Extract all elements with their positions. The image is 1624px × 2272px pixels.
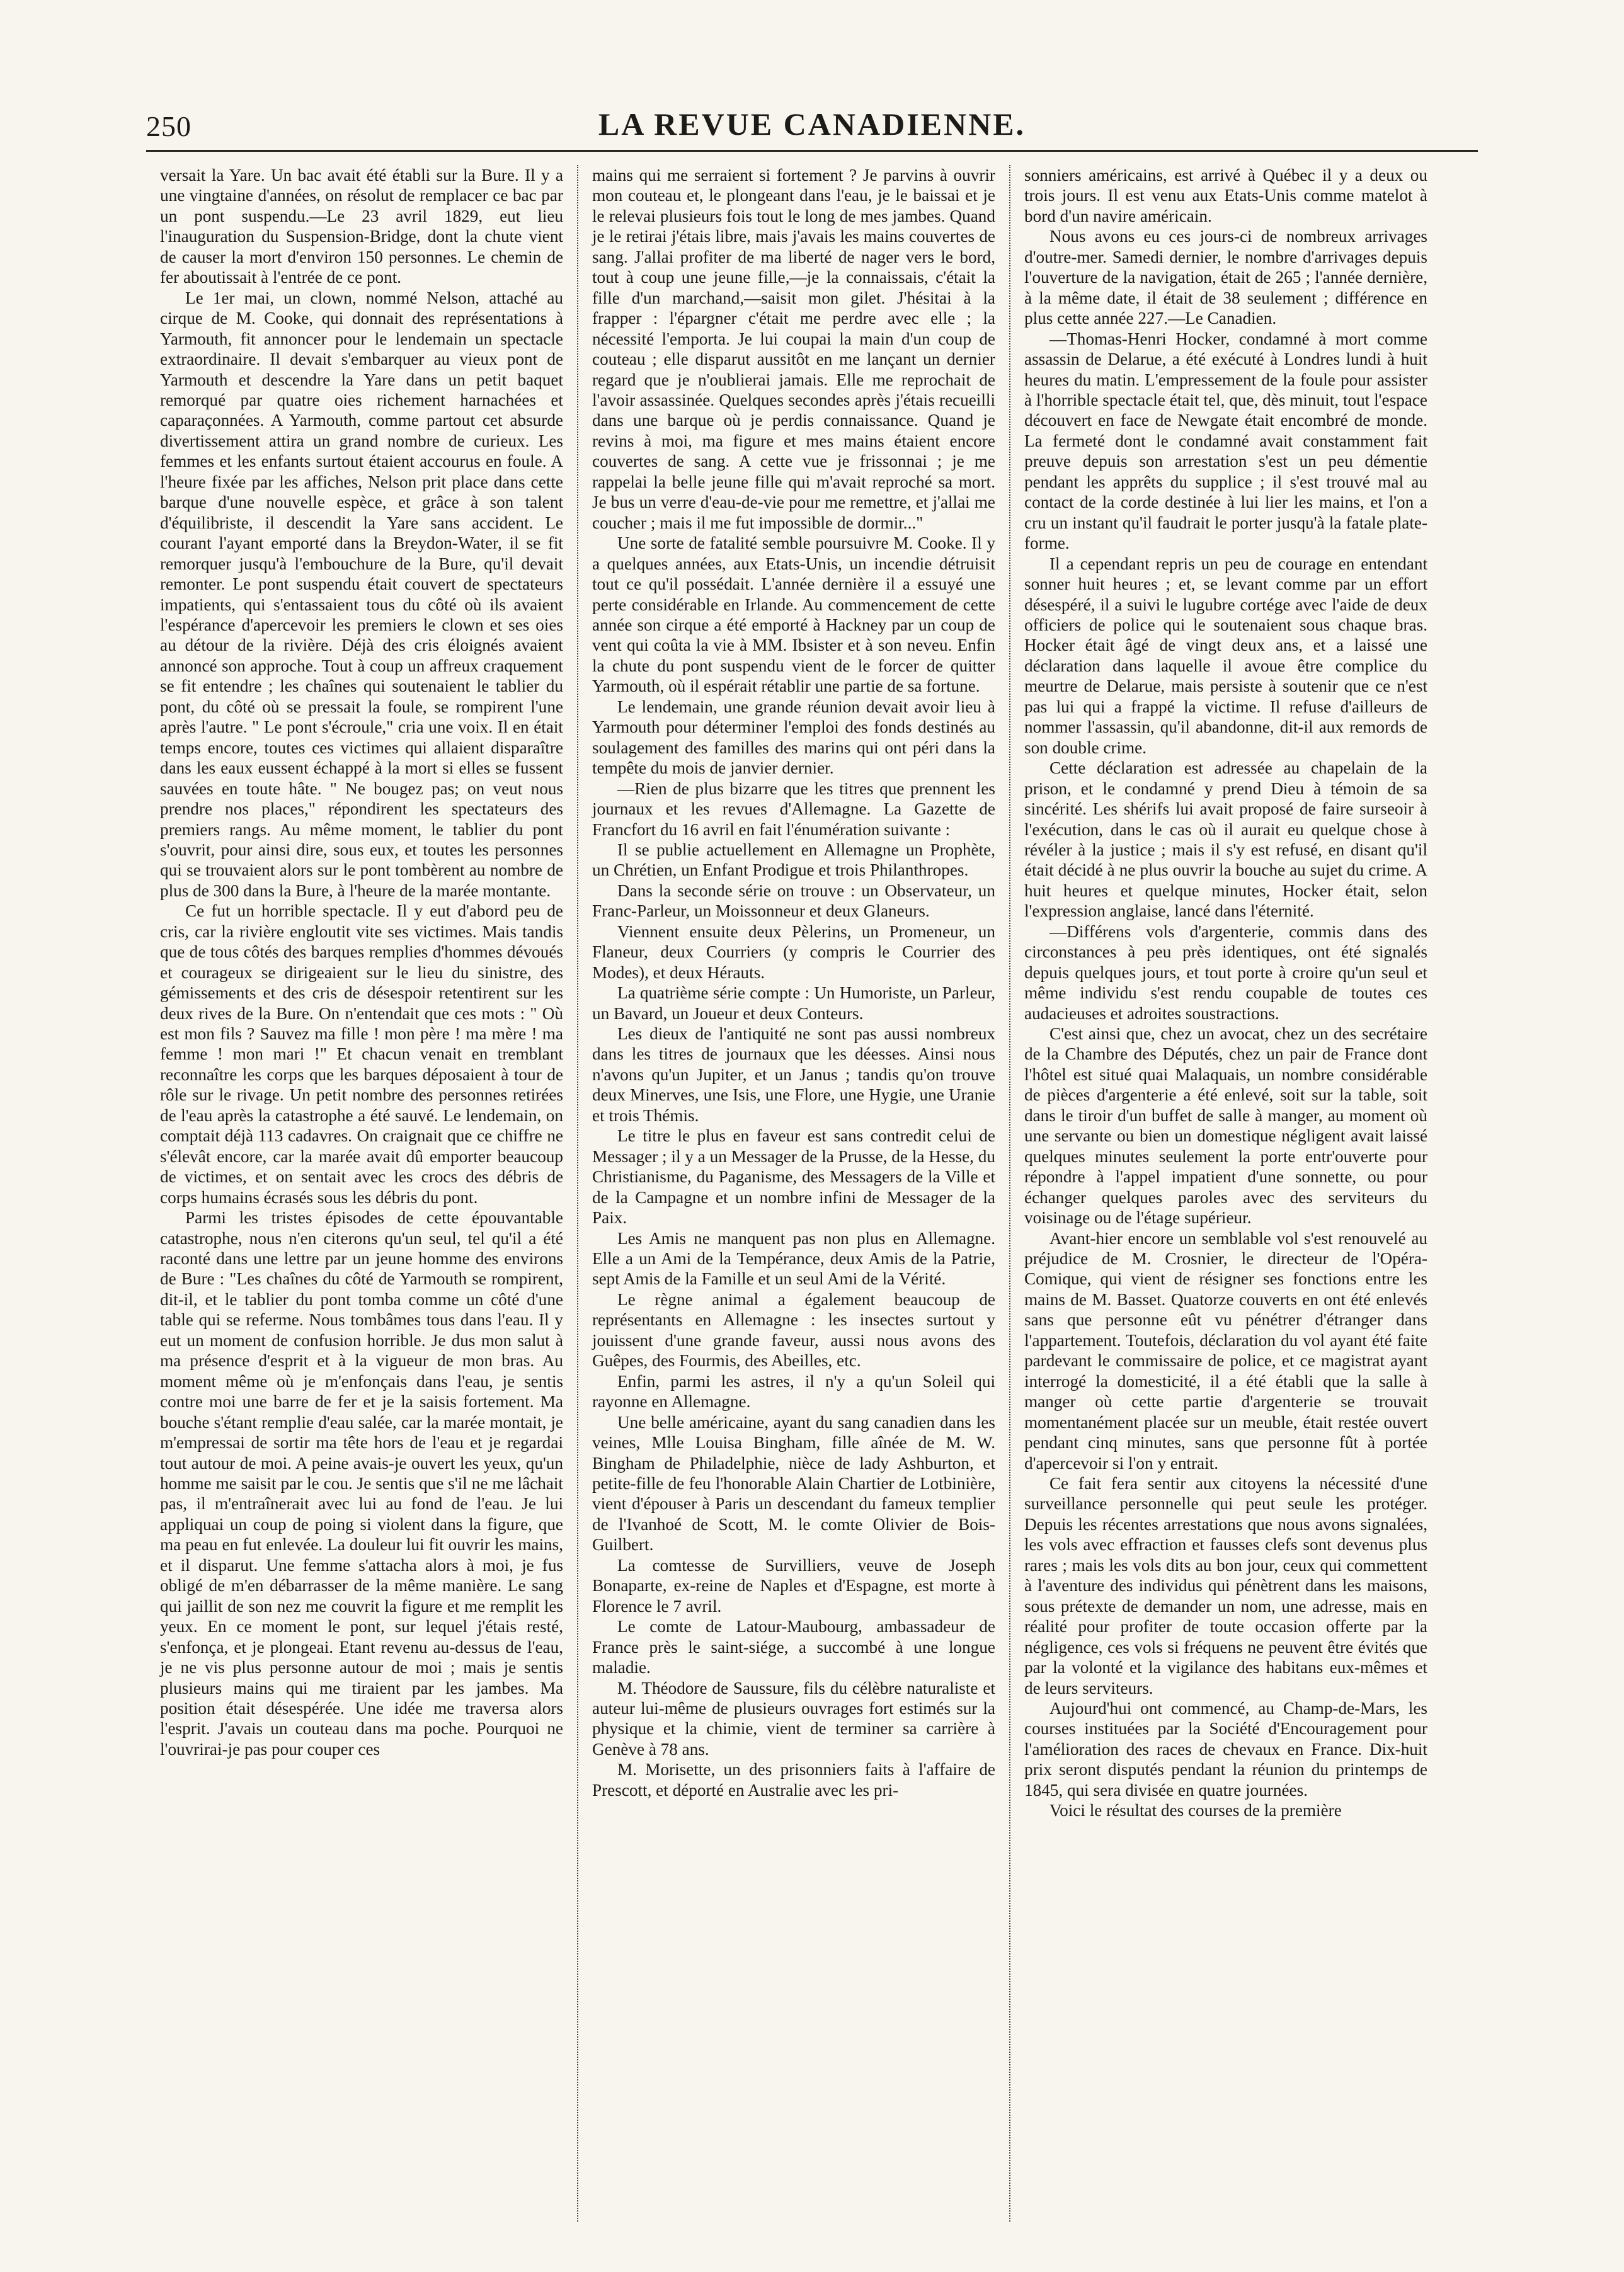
paragraph: Parmi les tristes épisodes de cette épouvantable catastrophe, nous n'en citerons qu'un seul, tel qu'il a été raconté dans une lettre par un jeune homme des environs de Bure : "Les chaînes du côté de Yarmouth se rompirent, dit-il, et le tablier du pont tomba comme un côté d'une table qui se referme. Nous tombâmes tous dans l'eau. Il y eut un moment de confusion horrible. Je dus mon salut à ma présence d'esprit et à la vigueur de mon bras. Au moment même où je m'enfonçais dans l'eau, je sentis contre moi une barre de fer et je la saisis fortement. Ma bouche s'étant remplie d'eau salée, car la marée montait, je m'empressai de sortir ma tête hors de l'eau et je regardai tout autour de moi. A peine avais-je ouvert les yeux, qu'un homme me saisit par le cou. Je sentis que s'il ne me lâchait pas, il m'entraînerait avec lui au fond de l'eau. Je lui appliquai un coup de poing si violent dans la figure, que ma peau en fut enlevée. La douleur lui fit ouvrir les mains, et il disparut. Une femme s'attacha alors à moi, je fus obligé de m'en débarrasser de la même manière. Le sang qui jaillit de son nez me couvrit la figure et me remplit les yeux. En ce moment le pont, sur lequel j'étais resté, s'enfonça, et je plongeai. Etant revenu au-dessus de l'eau, je ne vis plus personne autour de moi ; mais je sentis plusieurs mains qui me tiraient par les jambes. Ma position était désespérée. Une idée me traversa alors l'esprit. J'avais un couteau dans ma poche. Pourquoi ne l'ouvrirai-je pas pour couper ces: [160, 1208, 563, 1759]
page-number: 250: [146, 110, 192, 142]
paragraph: M. Théodore de Saussure, fils du célèbre naturaliste et auteur lui-même de plusieurs ouvrages fort estimés sur la physique et la chimie, vient de terminer sa carrière à Genève à 78 ans.: [592, 1678, 995, 1759]
paragraph: —Thomas-Henri Hocker, condamné à mort comme assassin de Delarue, a été exécuté à Londres lundi à huit heures du matin. L'empressement de la foule pour assister à l'horrible spectacle était tel, que, dès minuit, tout l'espace découvert en face de Newgate était encombré de monde. La fermeté dont le condamné avait constamment fait preuve depuis son arrestation s'est un peu démentie pendant les apprêts du supplice ; il s'est trouvé mal au contact de la corde destinée à lui lier les mains, et l'on a cru un instant qu'il faudrait le porter jusqu'à la fatale plate-forme.: [1024, 329, 1427, 553]
paragraph: Les dieux de l'antiquité ne sont pas aussi nombreux dans les titres de journaux que les déesses. Ainsi nous n'avons qu'un Jupiter, et un Janus ; tandis qu'on trouve deux Minerves, une Isis, une Flore, une Hygie, une Uranie et trois Thémis.: [592, 1024, 995, 1125]
paragraph: Il a cependant repris un peu de courage en entendant sonner huit heures ; et, se levant comme par un effort désespéré, il a suivi le lugubre cortége avec l'aide de deux officiers de police qui le soutenaient sous chaque bras. Hocker était âgé de vingt deux ans, et a laissé une déclaration dans laquelle il avoue être complice du meurtre de Delarue, mais persiste à soutenir que ce n'est pas lui qui a frappé la victime. Il refuse d'ailleurs de nommer l'assassin, qu'il abandonne, dit-il aux remords de son double crime.: [1024, 554, 1427, 757]
paragraph: mains qui me serraient si fortement ? Je parvins à ouvrir mon couteau et, le plongeant dans l'eau, je le baissai et je le relevai plusieurs fois tout le long de mes jambes. Quand je le retirai j'étais libre, mais j'avais les mains couvertes de sang. J'allai profiter de ma liberté de nager vers le bord, tout à coup une jeune fille,—je la connaissais, c'était la fille d'un marchand,—saisit mon gilet. J'hésitai à la frapper : l'épargner c'était me perdre avec elle ; la nécessité l'emporta. Je lui coupai la main d'un coup de couteau ; elle disparut aussitôt en me lançant un dernier regard que je n'oublierai jamais. Elle me reprochait de l'avoir assassinée. Quelques secondes après j'étais recueilli dans une barque où je perdis connaissance. Quand je revins à moi, ma figure et mes mains étaient encore couvertes de sang. A cette vue je frissonnai ; je me rappelai la belle jeune fille qui m'avait reproché sa mort. Je bus un verre d'eau-de-vie pour me remettre, et j'allai me coucher ; mais il me fut impossible de dormir...": [592, 166, 995, 532]
header-rule: [146, 150, 1478, 152]
paragraph: Nous avons eu ces jours-ci de nombreux arrivages d'outre-mer. Samedi dernier, le nombre d'arrivages depuis l'ouverture de la navigation, était de 265 ; l'année dernière, à la même date, il était de 38 seulement ; différence en plus cette année 227.—Le Canadien.: [1024, 227, 1427, 328]
paragraph: Le 1er mai, un clown, nommé Nelson, attaché au cirque de M. Cooke, qui donnait des représentations à Yarmouth, fit annoncer pour le lendemain un spectacle extraordinaire. Il devait s'embarquer au vieux pont de Yarmouth et descendre la Yare dans un petit baquet remorqué par quatre oies richement harnachées et caparaçonnées. A Yarmouth, comme partout cet absurde divertissement attira un grand nombre de curieux. Les femmes et les enfants surtout étaient accourus en foule. A l'heure fixée par les affiches, Nelson prit place dans cette barque d'une nouvelle espèce, et grâce à son talent d'équilibriste, il descendit la Yare sans accident. Le courant l'ayant emporté dans la Breydon-Water, il se fit remorquer jusqu'à l'embouchure de la Bure, qu'il devait remonter. Le pont suspendu était couvert de spectateurs impatients, qui s'entassaient tous du côté où ils avaient l'espérance d'apercevoir les premiers le clown et ses oies au détour de la rivière. Déjà des cris éloignés avaient annoncé son approche. Tout à coup un affreux craquement se fit entendre ; les chaînes qui soutenaient le tablier du pont, du côté où se pressait la foule, se rompirent l'une après l'autre. " Le pont s'écroule," cria une voix. Il en était temps encore, toutes ces victimes qui allaient disparaître dans les eaux eussent échappé à la mort si elles se fussent sauvées en toute hâte. " Ne bougez pas; on veut nous prendre nos places," répondirent les spectateurs des premiers rangs. Au même moment, le tablier du pont s'ouvrit, pour ainsi dire, sous eux, et toutes les personnes qui se trouvaient alors sur le pont tombèrent au nombre de plus de 300 dans la Bure, à l'heure de la marée montante.: [160, 288, 563, 900]
paragraph: Cette déclaration est adressée au chapelain de la prison, et le condamné y prend Dieu à témoin de sa sincérité. Les shérifs lui avait proposé de faire surseoir à l'exécution, dans le cas où il aurait eu quelque chose à révéler à la justice ; mais il s'y est refusé, en disant qu'il était décidé à ne plus ouvrir la bouche au sujet du crime. A huit heures et quelque minutes, Hocker était, selon l'expression anglaise, lancé dans l'éternité.: [1024, 758, 1427, 921]
column-3: [1010, 165, 1441, 2222]
paragraph: Le comte de Latour-Maubourg, ambassadeur de France près le saint-siége, a succombé à une longue maladie.: [592, 1617, 995, 1677]
paragraph: —Rien de plus bizarre que les titres que prennent les journaux et les revues d'Allemagne. La Gazette de Francfort du 16 avril en fait l'énumération suivante :: [592, 779, 995, 839]
paragraph: Il se publie actuellement en Allemagne un Prophète, un Chrétien, un Enfant Prodigue et trois Philanthropes.: [592, 840, 995, 880]
text-columns: [146, 165, 1478, 2222]
paragraph: Les Amis ne manquent pas non plus en Allemagne. Elle a un Ami de la Tempérance, deux Amis de la Patrie, sept Amis de la Famille et un seul Ami de la Vérité.: [592, 1228, 995, 1289]
paragraph: Viennent ensuite deux Pèlerins, un Promeneur, un Flaneur, deux Courriers (y compris le Courrier des Modes), et deux Hérauts.: [592, 922, 995, 982]
paragraph: versait la Yare. Un bac avait été établi sur la Bure. Il y a une vingtaine d'années, on résolut de remplacer ce bac par un pont suspendu.—Le 23 avril 1829, eut lieu l'inauguration du Suspension-Bridge, dont la chute vient de causer la mort d'environ 150 personnes. Le chemin de fer aboutissait à l'entrée de ce pont.: [160, 166, 563, 287]
paragraph: Le lendemain, une grande réunion devait avoir lieu à Yarmouth pour déterminer l'emploi des fonds destinés au soulagement des familles des marins qui ont péri dans la tempête du mois de janvier dernier.: [592, 697, 995, 778]
paragraph: Avant-hier encore un semblable vol s'est renouvelé au préjudice de M. Crosnier, le directeur de l'Opéra-Comique, qui vient de résigner ses fonctions entre les mains de M. Basset. Quatorze couverts en ont été enlevés sans que personne eût vu pénétrer d'étranger dans l'appartement. Toutefois, déclaration du vol ayant été faite pardevant le commissaire de police, et ce magistrat ayant interrogé la domesticité, il a été établi que la salle à manger où cette partie d'argenterie se trouvait momentanément placée sur un meuble, était restée ouvert pendant cinq minutes, sans que personne fût à portée d'apercevoir si l'on y entrait.: [1024, 1228, 1427, 1473]
paragraph: C'est ainsi que, chez un avocat, chez un des secrétaire de la Chambre des Députés, chez un pair de France dont l'hôtel est situé quai Malaquais, un nombre considérable de pièces d'argenterie a été enlevé, soit sur la table, soit dans le tiroir d'un buffet de salle à manger, au moment où une servante ou bien un domestique négligent avait laissé quelques minutes seulement la porte entr'ouverte pour répondre à l'appel impatient d'une sonnette, ou pour échanger quelques paroles avec des serviteurs du voisinage ou de l'étage supérieur.: [1024, 1024, 1427, 1228]
paragraph: —Différens vols d'argenterie, commis dans des circonstances à peu près identiques, ont été signalés depuis quelques jours, et tout porte à croire qu'un seul et même individu s'est rendu coupable de toutes ces audacieuses et adroites soustractions.: [1024, 922, 1427, 1023]
page-header: [146, 106, 1478, 156]
column-1: [146, 165, 577, 2222]
paragraph: Le règne animal a également beaucoup de représentants en Allemagne : les insectes surtout y jouissent d'une grande faveur, aussi nous avons des Guêpes, des Fourmis, des Abeilles, etc.: [592, 1289, 995, 1371]
paragraph: Enfin, parmi les astres, il n'y a qu'un Soleil qui rayonne en Allemagne.: [592, 1371, 995, 1412]
paragraph: Ce fait fera sentir aux citoyens la nécessité d'une surveillance personnelle qui peut seule les protéger. Depuis les récentes arrestations que nous avons signalées, les vols avec effraction et fausses clefs sont devenus plus rares ; mais les vols dits au bon jour, ceux qui commettent à l'aventure des individus qui pénètrent dans les maisons, sous prétexte de demander un nom, une adresse, mais en réalité pour profiter de toute occasion offerte par la négligence, ces vols si fréquens ne peuvent être évités que par la volonté et la vigilance des habitans eux-mêmes et de leurs serviteurs.: [1024, 1474, 1427, 1698]
paragraph: La comtesse de Survilliers, veuve de Joseph Bonaparte, ex-reine de Naples et d'Espagne, est morte à Florence le 7 avril.: [592, 1555, 995, 1616]
paragraph: Le titre le plus en faveur est sans contredit celui de Messager ; il y a un Messager de la Prusse, de la Hesse, du Christianisme, du Paganisme, des Messagers de la Ville et de la Campagne et un nombre infini de Messager de la Paix.: [592, 1126, 995, 1228]
paragraph: sonniers américains, est arrivé à Québec il y a deux ou trois jours. Il est venu aux Etats-Unis comme matelot à bord d'un navire américain.: [1024, 166, 1427, 225]
paragraph: M. Morisette, un des prisonniers faits à l'affaire de Prescott, et déporté en Australie avec les pri-: [592, 1760, 995, 1800]
paragraph: Aujourd'hui ont commencé, au Champ-de-Mars, les courses instituées par la Société d'Encouragement pour l'amélioration des races de chevaux en France. Dix-huit prix seront disputés pendant la réunion du printemps de 1845, qui sera divisée en quatre journées.: [1024, 1698, 1427, 1800]
paragraph: Une sorte de fatalité semble poursuivre M. Cooke. Il y a quelques années, aux Etats-Unis, un incendie détruisit tout ce qu'il possédait. L'année dernière il a essuyé une perte considérable en Irlande. Au commencement de cette année son cirque a été emporté à Hackney par un coup de vent qui coûta la vie à MM. Ibsister et à son neveu. Enfin la chute du pont suspendu vient de le forcer de quitter Yarmouth, où il espérait rétablir une partie de sa fortune.: [592, 534, 995, 696]
paragraph: Dans la seconde série on trouve : un Observateur, un Franc-Parleur, un Moissonneur et deux Glaneurs.: [592, 881, 995, 921]
running-title: LA REVUE CANADIENNE.: [598, 106, 1026, 142]
column-2: [578, 165, 1009, 2222]
paragraph: Ce fut un horrible spectacle. Il y eut d'abord peu de cris, car la rivière engloutit vite ses victimes. Mais tandis que de tous côtés des barques remplies d'hommes dévoués et courageux se dirigeaient sur le lieu du sinistre, des gémissements et des cris de désespoir retentirent sur les deux rives de la Bure. On n'entendait que ces mots : " Où est mon fils ? Sauvez ma fille ! mon père ! ma mère ! ma femme ! mon mari !" Et chacun venait en tremblant reconnaître les corps que les barques déposaient à tour de rôle sur le rivage. Un petit nombre des personnes retirées de l'eau après la catastrophe a été sauvé. Le lendemain, on comptait déjà 113 cadavres. On craignait que ce chiffre ne s'élevât encore, car la marée avait dû emporter beaucoup de victimes, et on sentait avec les crocs des débris de corps humains écrasés sous les débris du pont.: [160, 901, 563, 1207]
paragraph: La quatrième série compte : Un Humoriste, un Parleur, un Bavard, un Joueur et deux Conteurs.: [592, 983, 995, 1023]
paragraph: Une belle américaine, ayant du sang canadien dans les veines, Mlle Louisa Bingham, fille aînée de M. W. Bingham de Philadelphie, nièce de lady Ashburton, et petite-fille de feu l'honorable Alain Chartier de Lotbinière, vient d'épouser à Paris un descendant du fameux templier de l'Ivanhoé de Scott, M. le comte Olivier de Bois-Guilbert.: [592, 1412, 995, 1555]
paragraph: Voici le résultat des courses de la première: [1049, 1801, 1342, 1820]
